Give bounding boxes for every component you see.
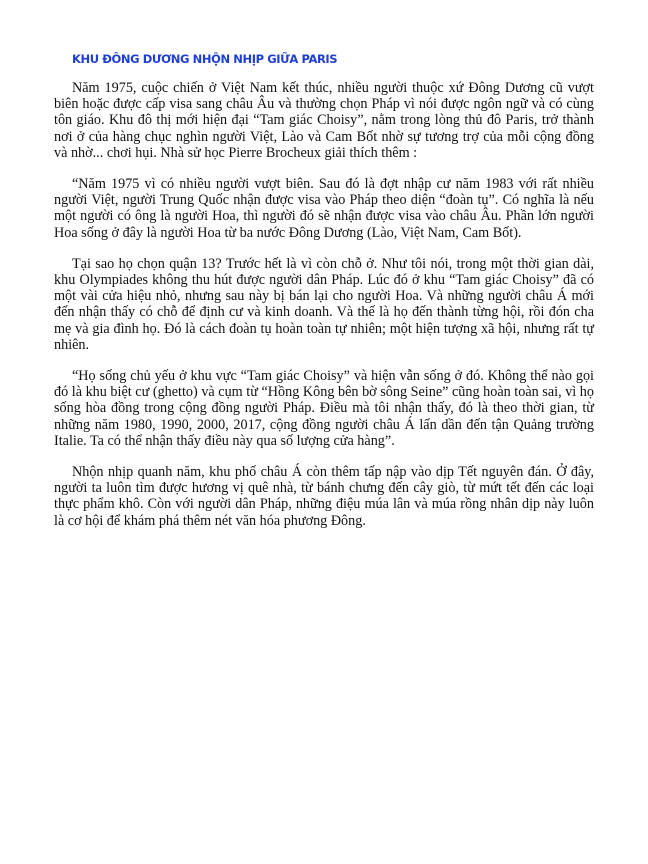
- document-title: KHU ĐÔNG DƯƠNG NHỘN NHỊP GIỮA PARIS: [72, 52, 338, 66]
- paragraph: “Họ sống chủ yếu ở khu vực “Tam giác Choisy” và hiện vẫn sống ở đó. Không thể nào gọi đó là khu biệt cư (ghetto) và cụm từ “Hồng Kông bên bờ sông Seine” cũng hoàn toàn sai, vì họ sống hòa đồng trong cộng đồng người Pháp. Điều mà tôi nhận thấy, đó là theo thời gian, từ những năm 1980, 1990, 2000, 2017, cộng đồng người châu Á lấn dần đến tận Quảng trường Italie. Ta có thể nhận thấy điều này qua số lượng cửa hàng”.: [54, 368, 594, 449]
- paragraph: Nhộn nhịp quanh năm, khu phố châu Á còn thêm tấp nập vào dịp Tết nguyên đán. Ở đây, người ta luôn tìm được hương vị quê nhà, từ bánh chưng đến cây giò, từ mứt tết đến các loại thực phẩm khô. Còn với người dân Pháp, những điệu múa lân và múa rồng nhân dịp này luôn là cơ hội để khám phá thêm nét văn hóa phương Đông.: [54, 464, 594, 529]
- document-body: [54, 80, 594, 544]
- paragraph: Năm 1975, cuộc chiến ở Việt Nam kết thúc, nhiều người thuộc xứ Đông Dương cũ vượt biên hoặc được cấp visa sang châu Âu và thường chọn Pháp vì nói được ngôn ngữ và có cùng tôn giáo. Khu đô thị mới hiện đại “Tam giác Choisy”, nằm trong lòng thủ đô Paris, trở thành nơi ở của hàng chục nghìn người Việt, Lào và Cam Bốt nhờ sự tương trợ của mỗi cộng đồng và nhờ... chơi hụi. Nhà sử học Pierre Brocheux giải thích thêm :: [54, 80, 594, 161]
- paragraph: Tại sao họ chọn quận 13? Trước hết là vì còn chỗ ở. Như tôi nói, trong một thời gian dài, khu Olympiades không thu hút được người dân Pháp. Lúc đó ở khu “Tam giác Choisy” đã có một vài cửa hiệu nhỏ, nhưng sau này bị bán lại cho người Hoa. Và những người châu Á mới đến nhận thấy có chỗ để định cư và kinh doanh. Và thế là họ đến thành từng hội, rồi đón cha mẹ và gia đình họ. Đó là cách đoàn tụ hoàn toàn tự nhiên; một hiện tượng xã hội, nhưng rất tự nhiên.: [54, 255, 594, 353]
- paragraph: “Năm 1975 vì có nhiều người vượt biên. Sau đó là đợt nhập cư năm 1983 với rất nhiều người Việt, người Trung Quốc nhận được visa vào Pháp theo diện “đoàn tụ”. Có nghĩa là nếu một người có ông là người Hoa, thì người đó sẽ nhận được visa vào châu Âu. Phần lớn người Hoa sống ở đây là người Hoa từ ba nước Đông Dương (Lào, Việt Nam, Cam Bốt).: [54, 176, 594, 241]
